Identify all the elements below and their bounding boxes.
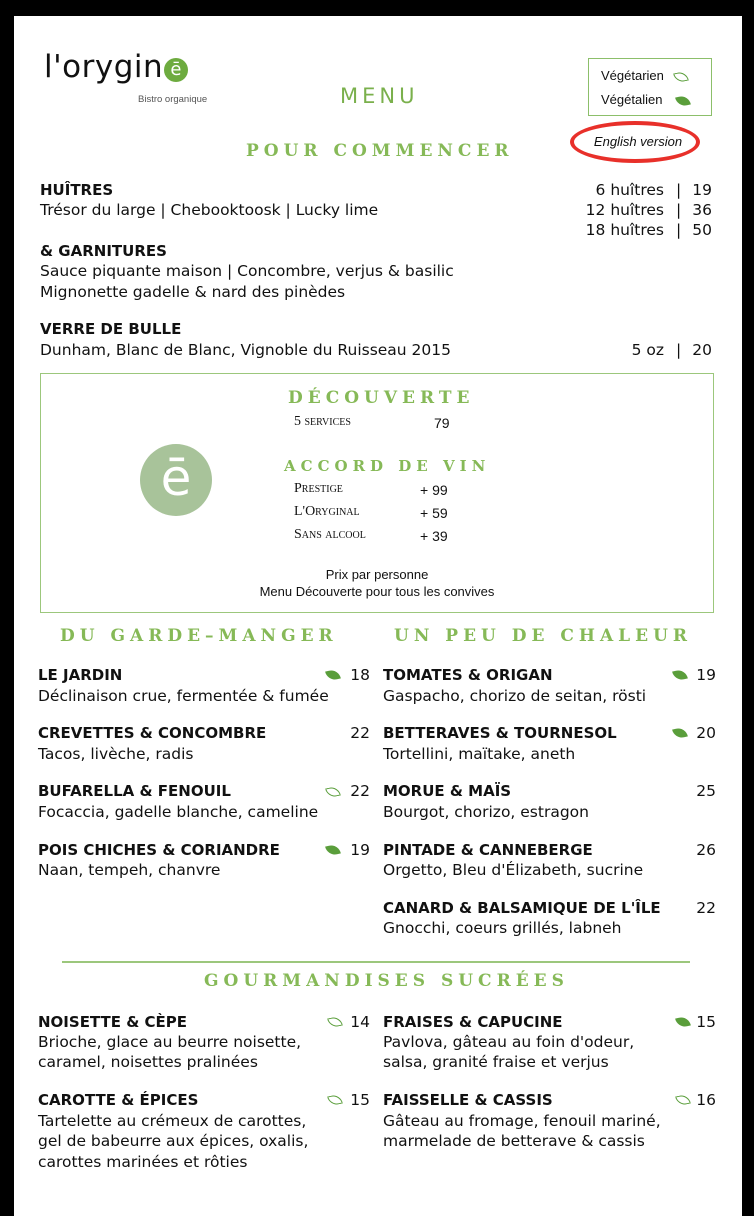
item-name: CANARD & BALSAMIQUE DE L'ÎLE: [383, 899, 661, 917]
item-description: Pavlova, gâteau au foin d'odeur,: [383, 1033, 635, 1051]
item-description: Tartelette au crémeux de carottes,: [38, 1112, 307, 1130]
vegetarian-leaf-icon: [327, 1016, 343, 1029]
item-description: Trésor du large | Chebooktoosk | Lucky lime: [40, 201, 379, 219]
item-name: HUÎTRES: [40, 181, 114, 199]
price-value: 19: [692, 181, 712, 199]
section-title-desserts: GOURMANDISES SUCRÉES: [204, 971, 569, 991]
english-version-link[interactable]: English version: [593, 134, 683, 149]
services-price: 79: [434, 415, 450, 431]
item-description: Brioche, glace au beurre noisette,: [38, 1033, 302, 1051]
section-title-garde-manger: DU GARDE–MANGER: [60, 626, 338, 646]
item-name: POIS CHICHES & CORIANDRE: [38, 841, 280, 859]
item-name: LE JARDIN: [38, 666, 123, 684]
price-separator: |: [676, 201, 682, 219]
divider: [62, 961, 690, 963]
item-price: 19: [696, 666, 716, 684]
item-description: Tacos, livèche, radis: [38, 745, 194, 763]
price-qty: 5 oz: [631, 341, 664, 359]
vegan-leaf-icon: [672, 727, 688, 740]
item-name: NOISETTE & CÈPE: [38, 1013, 188, 1031]
section-title-chaleur: UN PEU DE CHALEUR: [394, 626, 693, 646]
item-description: Naan, tempeh, chanvre: [38, 861, 221, 879]
logo-e-icon: ē: [164, 58, 188, 82]
price-value: 36: [692, 201, 712, 219]
tasting-title: DÉCOUVERTE: [288, 388, 475, 408]
wine-option-name: L'Oryginal: [294, 504, 360, 519]
price-separator: |: [676, 221, 682, 239]
price-qty: 12 huîtres: [585, 201, 664, 219]
logo-subtitle: Bistro organique: [138, 94, 208, 105]
item-description: carottes marinées et rôties: [38, 1153, 248, 1171]
item-description: Sauce piquante maison | Concombre, verjus & basilic: [40, 262, 454, 280]
item-name: FRAISES & CAPUCINE: [383, 1013, 563, 1031]
services-label: 5 services: [294, 414, 351, 429]
item-price: 22: [350, 782, 370, 800]
menu-page: [14, 16, 742, 1216]
item-name: BETTERAVES & TOURNESOL: [383, 724, 617, 742]
item-description: Gâteau au fromage, fenouil mariné,: [383, 1112, 661, 1130]
section-title-starters: POUR COMMENCER: [246, 141, 514, 161]
price-value: 50: [692, 221, 712, 239]
item-name: PINTADE & CANNEBERGE: [383, 841, 593, 859]
legend-vegan-label: Végétalien: [601, 92, 663, 107]
item-price: 25: [696, 782, 716, 800]
vegan-leaf-icon: [325, 844, 341, 857]
item-price: 26: [696, 841, 716, 859]
item-description: Mignonette gadelle & nard des pinèdes: [40, 283, 346, 301]
price-value: 20: [692, 341, 712, 359]
vegetarian-leaf-icon: [673, 70, 689, 83]
logo: [44, 49, 188, 85]
price-note: Prix par personne: [325, 567, 429, 582]
logo-text: l'orygin: [44, 49, 164, 85]
wine-option-price: + 59: [420, 505, 448, 521]
item-name: VERRE DE BULLE: [40, 320, 182, 338]
wine-option-price: + 39: [420, 528, 448, 544]
item-name: CREVETTES & CONCOMBRE: [38, 724, 267, 742]
vegan-leaf-icon: [675, 1016, 691, 1029]
price-qty: 6 huîtres: [595, 181, 664, 199]
vegetarian-leaf-icon: [675, 1094, 691, 1107]
item-price: 16: [696, 1091, 716, 1109]
diet-legend: [588, 58, 712, 116]
price-separator: |: [676, 341, 682, 359]
wine-option-price: + 99: [420, 482, 448, 498]
item-name: FAISSELLE & CASSIS: [383, 1091, 553, 1109]
item-description: Déclinaison crue, fermentée & fumée: [38, 687, 329, 705]
item-description: marmelade de betterave & cassis: [383, 1132, 645, 1150]
item-price: 14: [350, 1013, 370, 1031]
vegan-leaf-icon: [672, 669, 688, 682]
item-price: 15: [350, 1091, 370, 1109]
orygine-badge-icon: ē: [140, 444, 212, 516]
item-description: Focaccia, gadelle blanche, cameline: [38, 803, 319, 821]
item-description: Tortellini, maïtake, aneth: [383, 745, 576, 763]
item-description: Dunham, Blanc de Blanc, Vignoble du Ruisseau 2015: [40, 341, 452, 359]
item-description: salsa, granité fraise et verjus: [383, 1053, 609, 1071]
vegan-leaf-icon: [675, 94, 691, 107]
vegetarian-leaf-icon: [327, 1094, 343, 1107]
item-name: BUFARELLA & FENOUIL: [38, 782, 231, 800]
item-price: 15: [696, 1013, 716, 1031]
wine-pairing-title: ACCORD DE VIN: [284, 457, 491, 475]
item-name: TOMATES & ORIGAN: [383, 666, 553, 684]
price-separator: |: [676, 181, 682, 199]
legend-vegetarian-label: Végétarien: [601, 68, 664, 83]
item-price: 22: [696, 899, 716, 917]
item-description: gel de babeurre aux épices, oxalis,: [38, 1132, 309, 1150]
price-qty: 18 huîtres: [585, 221, 664, 239]
item-price: 19: [350, 841, 370, 859]
item-name: MORUE & MAÏS: [383, 782, 512, 800]
item-description: Bourgot, chorizo, estragon: [383, 803, 589, 821]
wine-option-name: Sans alcool: [294, 527, 366, 542]
item-description: Orgetto, Bleu d'Élizabeth, sucrine: [383, 861, 644, 879]
vegetarian-leaf-icon: [325, 786, 341, 799]
tasting-note: Menu Découverte pour tous les convives: [259, 584, 495, 599]
item-description: Gnocchi, coeurs grillés, labneh: [383, 919, 622, 937]
item-description: Gaspacho, chorizo de seitan, rösti: [383, 687, 647, 705]
item-name: CAROTTE & ÉPICES: [38, 1091, 199, 1109]
menu-title: MENU: [340, 84, 419, 108]
item-price: 20: [696, 724, 716, 742]
wine-option-name: Prestige: [294, 481, 343, 496]
item-name: & GARNITURES: [40, 242, 167, 260]
item-price: 18: [350, 666, 370, 684]
vegan-leaf-icon: [325, 669, 341, 682]
item-description: caramel, noisettes pralinées: [38, 1053, 258, 1071]
item-price: 22: [350, 724, 370, 742]
